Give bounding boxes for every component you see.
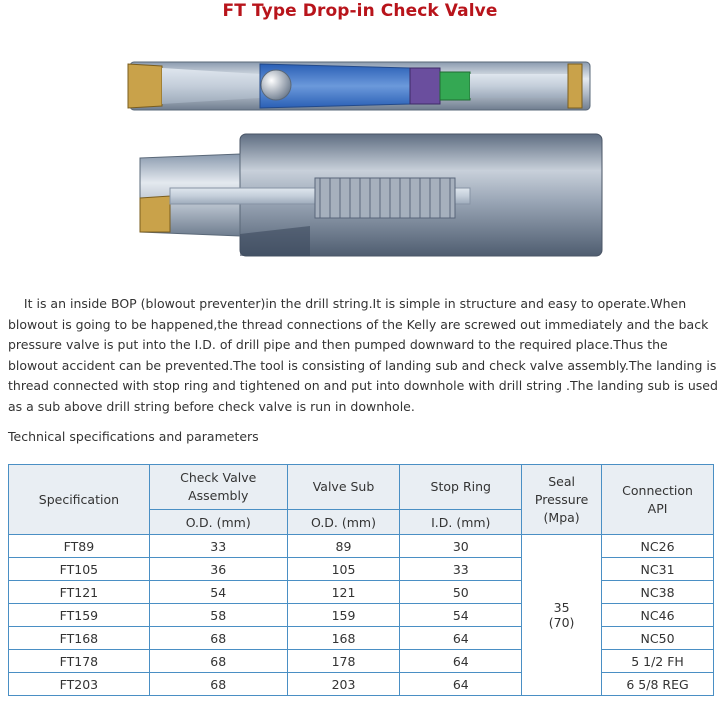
cell-sr-id: 64 (400, 650, 522, 673)
cell-spec: FT105 (9, 558, 150, 581)
cell-sr-id: 50 (400, 581, 522, 604)
cell-sr-id: 33 (400, 558, 522, 581)
cell-sr-id: 64 (400, 627, 522, 650)
cell-connection: NC31 (602, 558, 714, 581)
cell-cv-od: 54 (149, 581, 287, 604)
cell-cv-od: 33 (149, 535, 287, 558)
section-heading: Technical specifications and parameters (8, 429, 259, 444)
cell-vs-od: 89 (287, 535, 400, 558)
cell-vs-od: 105 (287, 558, 400, 581)
cell-connection: 5 1/2 FH (602, 650, 714, 673)
cell-sr-id: 54 (400, 604, 522, 627)
cell-vs-od: 121 (287, 581, 400, 604)
description-text: It is an inside BOP (blowout preventer)in the drill string.It is simple in structure and easy to operate.When blowout is going to be happened,the thread connections of the Kelly are screwed out immediately and the back pressure valve is put into the I.D. of drill pipe and then pumped downward to the required place.Thus the blowout accident can be prevented.The tool is consisting of landing sub and check valve assembly.The landing is thread connected with stop ring and tightened on and put into downhole with drill string .The landing sub is used as a sub above drill string before check valve is run in downhole. (8, 296, 718, 414)
header-connection-line2: API (647, 500, 668, 516)
cell-sr-id: 30 (400, 535, 522, 558)
table-row (9, 673, 714, 696)
cell-cv-od: 58 (149, 604, 287, 627)
landing-sub (140, 134, 602, 256)
cell-cv-od: 68 (149, 627, 287, 650)
cell-spec: FT168 (9, 627, 150, 650)
table-row (9, 627, 714, 650)
valve-drawing (110, 38, 620, 268)
cell-vs-od: 168 (287, 627, 400, 650)
header-connection (602, 465, 714, 535)
cell-vs-od: 203 (287, 673, 400, 696)
cell-cv-od: 36 (149, 558, 287, 581)
table-row (9, 535, 714, 558)
check-valve-assembly (128, 62, 590, 110)
seal-pressure-alt: (70) (548, 615, 575, 630)
header-check-valve (149, 465, 287, 510)
table-header-row (9, 465, 714, 510)
cell-vs-od: 178 (287, 650, 400, 673)
cell-cv-od: 68 (149, 673, 287, 696)
header-vs-od: O.D. (mm) (287, 510, 400, 535)
table-row (9, 581, 714, 604)
cell-spec: FT159 (9, 604, 150, 627)
cell-connection: NC26 (602, 535, 714, 558)
header-seal-line2: Pressure (534, 491, 589, 507)
table-row (9, 650, 714, 673)
cell-sr-id: 64 (400, 673, 522, 696)
cell-spec: FT178 (9, 650, 150, 673)
header-valve-sub: Valve Sub (287, 465, 400, 510)
header-seal-line3: (Mpa) (543, 509, 580, 525)
header-seal-line1: Seal (548, 473, 575, 489)
cell-connection: NC38 (602, 581, 714, 604)
header-seal-pressure (522, 465, 602, 535)
header-check-valve-line2: Assembly (188, 488, 249, 503)
table-row (9, 558, 714, 581)
cell-cv-od: 68 (149, 650, 287, 673)
header-sr-id: I.D. (mm) (400, 510, 522, 535)
description-paragraph (8, 294, 718, 417)
spec-table (8, 464, 714, 696)
cell-connection: NC46 (602, 604, 714, 627)
cell-spec: FT203 (9, 673, 150, 696)
page-title: FT Type Drop-in Check Valve (222, 1, 498, 21)
cell-vs-od: 159 (287, 604, 400, 627)
header-cv-od: O.D. (mm) (149, 510, 287, 535)
cell-spec: FT89 (9, 535, 150, 558)
cell-connection: NC50 (602, 627, 714, 650)
header-connection-line1: Connection (622, 482, 693, 498)
header-check-valve-line1: Check Valve (180, 470, 257, 485)
header-specification: Specification (9, 465, 150, 535)
cell-seal-pressure (522, 535, 602, 696)
header-stop-ring: Stop Ring (400, 465, 522, 510)
table-row (9, 604, 714, 627)
seal-pressure-value: 35 (553, 600, 570, 615)
cell-connection: 6 5/8 REG (602, 673, 714, 696)
cell-spec: FT121 (9, 581, 150, 604)
